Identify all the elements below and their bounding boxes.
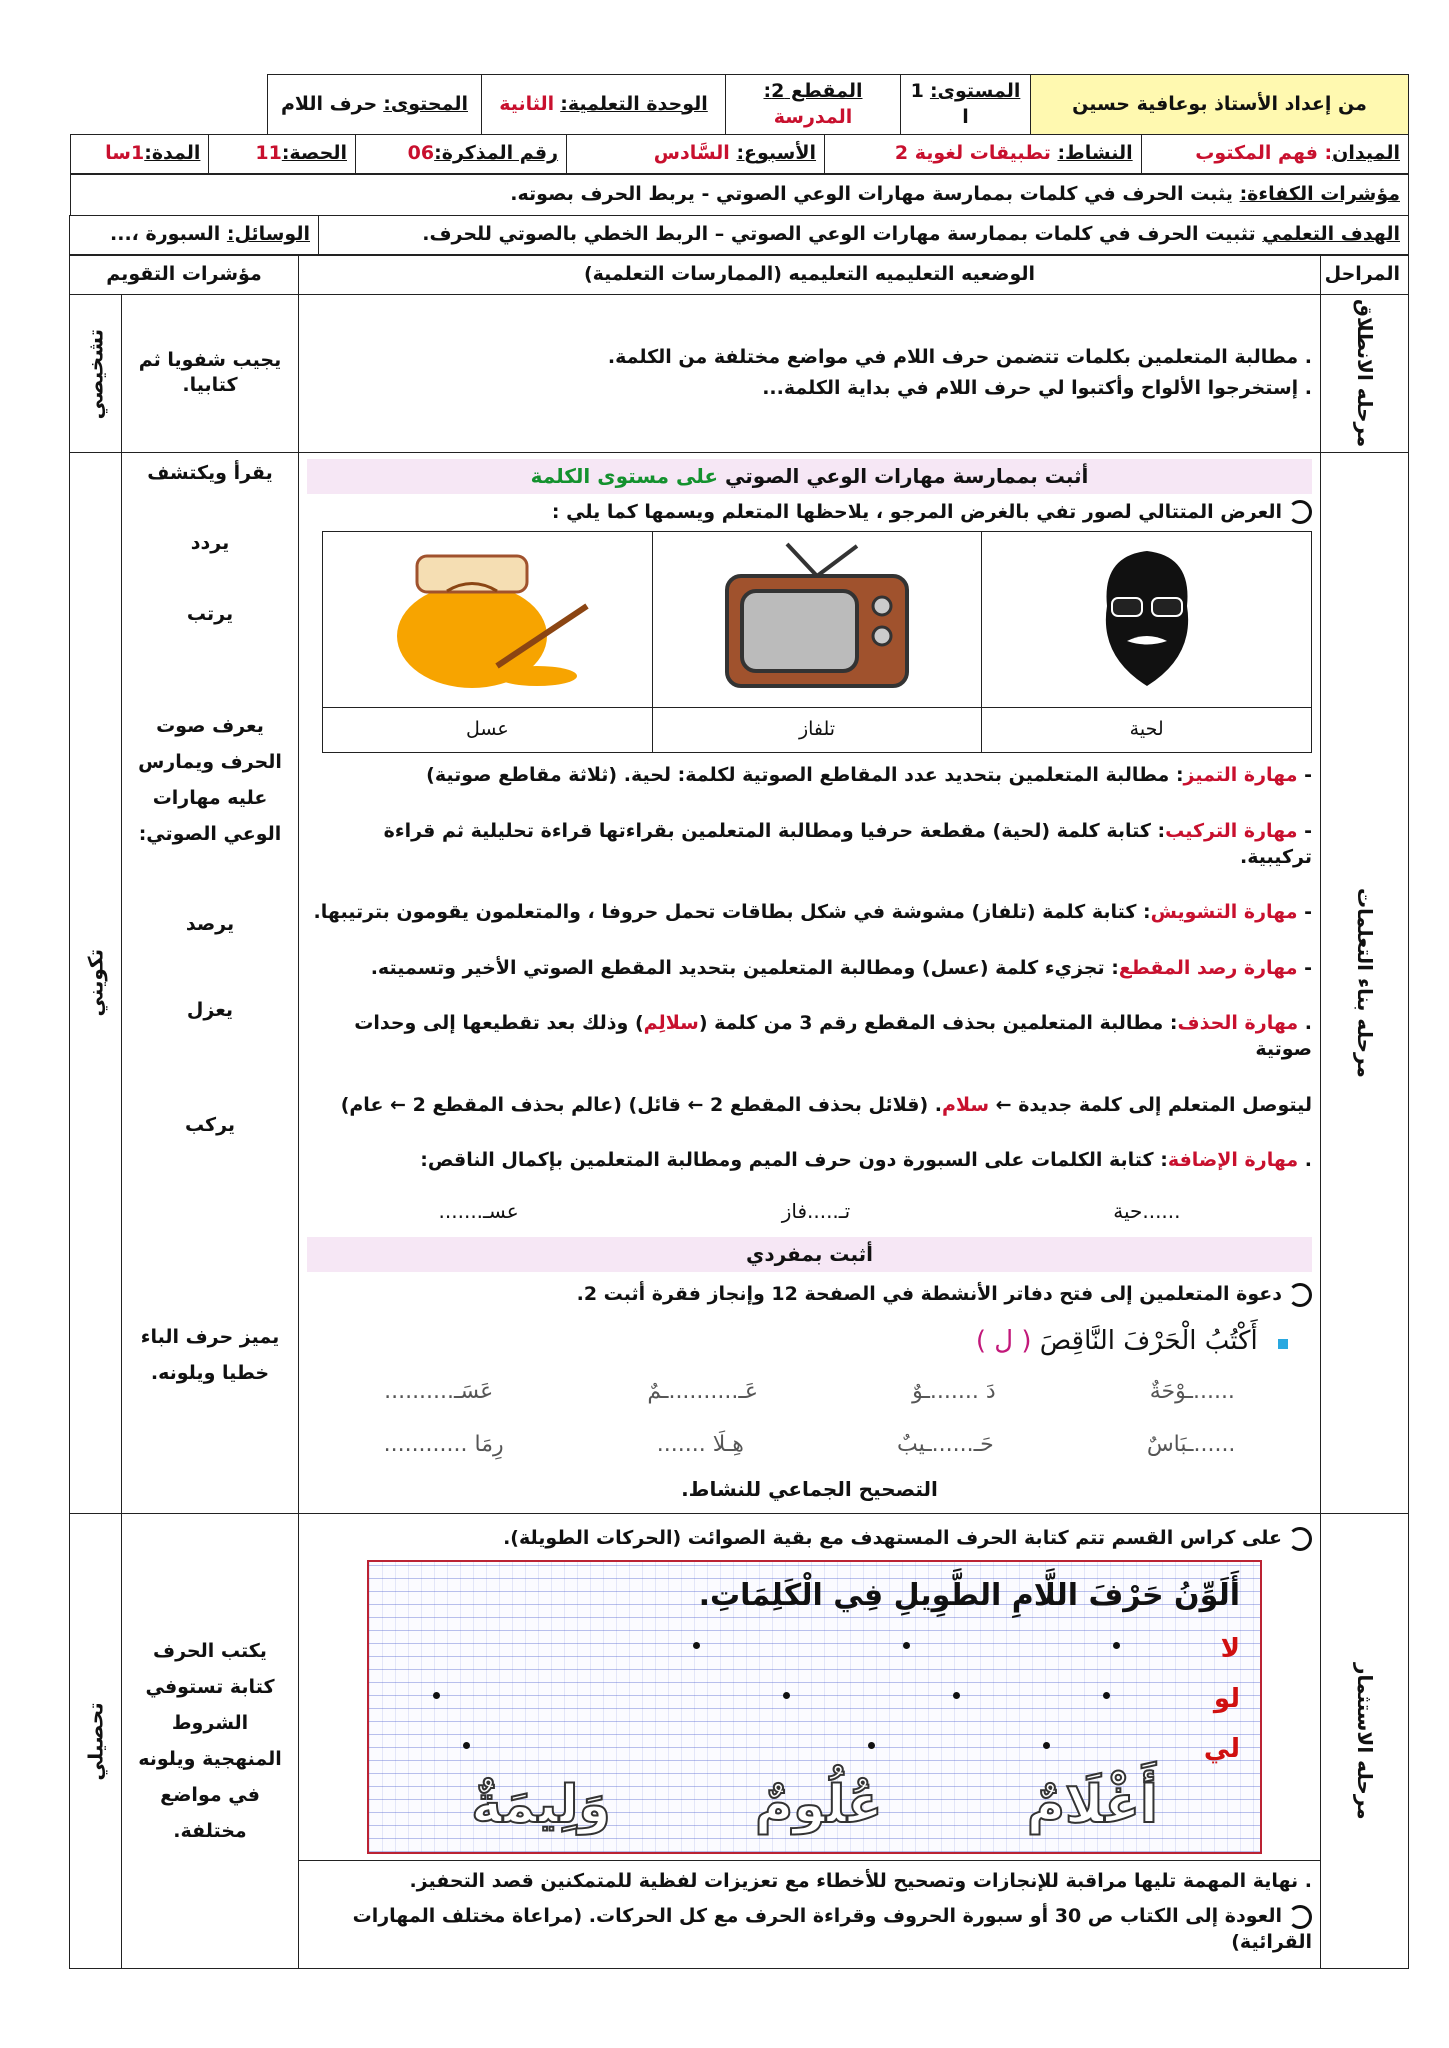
skill-compose: - مهارة التركيب: كتابة كلمة (لحية) مقطعة حرفيا ومطالبة المتعلمين بقراءتها قراءة تحليلية ثم قراءة تركيبية. [383,819,1312,868]
launch-line-1: . مطالبة المتعلمين بكلمات تتضمن حرف اللام في مواضع مختلفة من الكلمة. [607,345,1312,368]
main-table [69,254,1409,1968]
exercise-word: ......ـوْحَةٌ [1149,1378,1235,1404]
practice-intro: على كراس القسم تتم كتابة الحرف المستهدف مع بقية الصوائت (الحركات الطويلة). [307,1526,1312,1552]
skill-delete: . مهارة الحذف: مطالبة المتعلمين بحذف المقطع رقم 3 من كلمة (سلالِم) وذلك بعد تقطيعها إلى وحدات صوتية [354,1012,1312,1061]
build-eval: يقرأ ويكتشف يردد يرتب يعرف صوت الحرف ويمارس عليه مهارات الوعي الصوتي: يرصد يعزل يركب يميز حرف الباء خطيا ويلونه. [122,452,299,1514]
gap-word: تـ.....فاز [781,1199,851,1223]
exercise-word: عَسَـ.......... [384,1378,494,1404]
author-cell: من إعداد الأستاذ بوعافية حسين [1031,75,1409,135]
skill-delete-result: ليتوصل المتعلم إلى كلمة جديدة ← سلام. (قلائل بحذف المقطع 2 ← قائل) (عالم بحذف المقطع 2 ← عام) [340,1093,1312,1116]
notebook-letters [1204,1624,1240,1774]
outline-word: عُلُومٌ [755,1774,883,1835]
notebook-exercise [367,1560,1262,1854]
skill-distinguish: - مهارة التميز: مطالبة المتعلمين بتحديد عدد المقاطع الصوتية لكلمة: لحية. (ثلاثة مقاطع صوتية) [426,764,1312,787]
gap-word: ......حية [1113,1199,1181,1223]
outline-word: أَغْلَامٌ [1026,1774,1158,1835]
caption-beard: لحية [982,708,1312,753]
launch-stage: مرحله الانطلاق [1321,295,1409,452]
week-cell: الأسبوع: السَّادس [567,134,825,174]
picture-tv [652,532,982,708]
practice-eval-type: تحصيلي [70,1514,122,1969]
honey-jar-icon [377,536,597,696]
objective-cell: الهدف التعلمي تثبيت الحرف في كلمات بممارسة مهارات الوعي الصوتي – الربط الخطي بالصوتي للحرف. [319,215,1409,255]
circle-arrow-icon [1288,500,1312,524]
build-content [299,452,1321,1514]
exercise-row-1 [307,1365,1312,1419]
dot-marker [868,1742,875,1749]
build-section-title: أثبت بممارسة مهارات الوعي الصوتي على مستوى الكلمة [307,459,1312,494]
header-table-1 [70,74,1410,135]
tools-cell: الوسائل: السبورة ،... [70,215,319,255]
activity-cell: النشاط: تطبيقات لغوية 2 [825,134,1142,174]
lesson-sheet [70,74,1409,1969]
circle-arrow-icon [1288,1527,1312,1551]
build-intro: العرض المتتالي لصور تفي بالغرض المرجو ، يلاحظها المتعلم ويسمها كما يلي : [307,500,1312,526]
unit-cell: الوحدة التعلمية: الثانية [482,75,726,135]
dot-marker [463,1742,470,1749]
dot-marker [1113,1642,1120,1649]
dot-marker [1103,1692,1110,1699]
dot-marker [433,1692,440,1699]
launch-eval: يجيب شفويا ثم كتابيا. [122,295,299,452]
practice-end-1: . نهاية المهمة تليها مراقبة للإنجازات وتصحيح للأخطاء مع تعزيزات لفظية للمتمكنين قصد التحفيز. [299,1860,1320,1899]
dot-marker [1043,1742,1050,1749]
practice-end-2: العودة إلى الكتاب ص 30 أو سبورة الحروف وقراءة الحرف مع كل الحركات. (مراعاة مختلف المهارات القرائية) [352,1905,1312,1954]
header-table-2 [70,134,1409,175]
memo-cell: رقم المذكرة:06 [356,134,567,174]
practice-stage: مرحله الاستثمار [1321,1514,1409,1969]
competence-table [70,173,1409,216]
bullet-icon [1278,1339,1288,1349]
outline-word: وَلِيمَةٌ [471,1774,611,1835]
notebook-letter: لا [1220,1633,1240,1664]
dot-marker [693,1642,700,1649]
launch-line-2: . إستخرجوا الألواح وأكتبوا لي حرف اللام في بداية الكلمة... [762,377,1312,400]
dot-marker [903,1642,910,1649]
skill-scramble: - مهارة التشويش: كتابة كلمة (تلفاز) مشوشة في شكل بطاقات تحمل حروفا ، والمتعلمون يقومون بترتيبها. [313,901,1312,924]
picture-beard [982,532,1312,708]
circle-arrow-icon [1288,1905,1312,1929]
notebook-letter: لي [1203,1733,1240,1764]
practice-eval: يكتب الحرف كتابة تستوفي الشروط المنهجية ويلونه في مواضع مختلفة. [122,1514,299,1969]
situation-header: الوضعيه التعليميه التعليميه (الممارسات التعلمية) [299,255,1321,295]
duration-cell: المدة:1سا [71,134,209,174]
level-cell: المستوى: 1 ا [901,75,1031,135]
stages-header: المراحل [1321,255,1409,295]
exercise-row-2 [307,1418,1312,1472]
pictures-table [322,531,1312,753]
exercise-word: هِـلَا ....... [656,1432,744,1458]
notebook-words [399,1770,1230,1840]
field-cell: الميدان: فهم المكتوب [1141,134,1408,174]
launch-eval-type: تشخيصي [70,295,122,452]
segment-cell: المقطع 2: المدرسة [726,75,901,135]
dot-marker [953,1692,960,1699]
practice-content [299,1514,1321,1969]
gap-word: عسـ....... [438,1199,519,1223]
notebook-letter: لو [1213,1683,1240,1714]
caption-tv: تلفاز [652,708,982,753]
circle-arrow-icon [1288,1283,1312,1307]
television-icon [707,536,927,696]
exercise-word: ......ـبَاسٌ [1146,1432,1236,1458]
exercise-word: دَ .......ـوٌ [912,1378,996,1404]
build-invite: دعوة المتعلمين إلى فتح دفاتر الأنشطة في الصفحة 12 وإنجاز فقرة أثبت 2. [307,1282,1312,1308]
skill-spot: - مهارة رصد المقطع: تجزيء كلمة (عسل) ومطالبة المتعلمين بتحديد المقطع الصوتي الأخير وتسميته. [370,956,1312,979]
build-eval-type: تكويني [70,452,122,1514]
competence-cell: مؤشرات الكفاءة: يثبت الحرف في كلمات بممارسة مهارات الوعي الصوتي - يربط الحرف بصوته. [71,174,1409,216]
exercise-word: حَـ......ـيبٌ [897,1432,994,1458]
exercise-word: عَـ..........ـمٌ [647,1378,758,1404]
collective-correction: التصحيح الجماعي للنشاط. [681,1477,938,1502]
session-cell: الحصة:11 [209,134,356,174]
evaluation-header: مؤشرات التقويم [70,255,299,295]
gap-words [307,1180,1312,1233]
skill-add: . مهارة الإضافة: كتابة الكلمات على السبورة دون حرف الميم ومطالبة المتعلمين بإكمال الناقص: [420,1149,1312,1172]
picture-honey [323,532,653,708]
build-section2-title: أثبت بمفردي [307,1237,1312,1272]
bearded-man-icon [1067,536,1227,696]
objective-table [69,215,1409,256]
content-cell: المحتوى: حرف اللام [268,75,482,135]
exercise-title: أَكْتُبُ الْحَرْفَ النَّاقِصَ ( ل ) [331,1324,1288,1359]
notebook-title: أَلَوِّنُ حَرْفَ اللَّامِ الطَّوِيلِ فِي الْكَلِمَاتِ. [698,1577,1240,1613]
exercise-word: رِمَا ............ [383,1432,504,1458]
build-stage: مرحله بناء التعلمات [1321,452,1409,1514]
caption-honey: عسل [323,708,653,753]
launch-content [299,295,1321,452]
dot-marker [783,1692,790,1699]
